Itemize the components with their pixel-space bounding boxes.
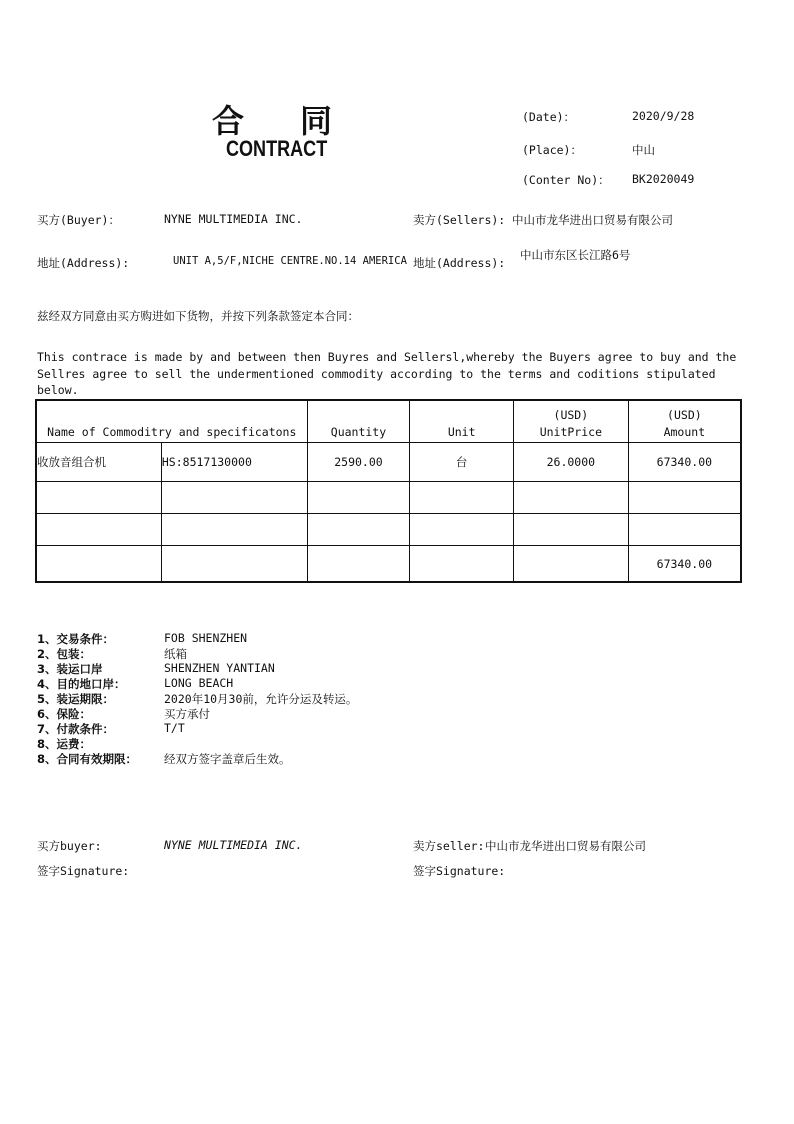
cell-amount: 67340.00 [628,443,741,482]
table-total-row [36,546,741,583]
signature-buyer-label: 买方buyer: [37,839,102,853]
term-label: 4、目的地口岸： [37,677,126,691]
header-unit: Unit [410,400,514,443]
term-value: T/T [164,721,185,735]
table-row-empty [36,514,741,546]
term-value: LONG BEACH [164,676,234,690]
term-label: 8、合同有效期限： [37,752,138,766]
seller-signature-label: 签字Signature: [413,864,506,878]
table-header-row [36,400,741,443]
term-label: 7、付款条件： [37,722,115,736]
header-amount [628,400,741,443]
place-value: 中山 [632,143,655,157]
header-quantity: Quantity [307,400,410,443]
term-value: 纸箱 [164,647,187,661]
amount-label: Amount [663,425,706,439]
date-value: 2020/9/28 [632,109,695,123]
buyer-address: UNIT A,5/F,NICHE CENTRE.NO.14 AMERICA [173,255,407,267]
intro-english-line-3: below. [37,383,79,397]
place-label: (Place)： [522,143,582,157]
term-value: 经双方签字盖章后生效。 [164,752,291,766]
cell-commodity-spec: HS:8517130000 [161,443,307,482]
cell-unit-price: 26.0000 [513,443,628,482]
intro-english-line-2: Sellres agree to sell the undermentioned commodity according to the terms and coditions stipulated [37,367,716,381]
table-row-empty [36,482,741,514]
term-value: 买方承付 [164,707,210,721]
table-row [36,443,741,482]
term-label: 8、运费： [37,737,92,751]
term-value: FOB SHENZHEN [164,631,248,645]
unit-price-label: UnitPrice [539,425,602,439]
cell-commodity-name: 收放音组合机 [36,443,161,482]
contract-title-chinese: 合同 [212,102,389,140]
term-value: 2020年10月30前，允许分运及转运。 [164,692,358,706]
buyer-name: NYNE MULTIMEDIA INC. [164,212,303,226]
term-label: 3、装运口岸 [37,662,103,676]
term-label: 5、装运期限： [37,692,115,706]
signature-seller-name: 中山市龙华进出口贸易有限公司 [485,839,646,853]
term-label: 6、保险： [37,707,92,721]
seller-label: 卖方(Sellers): [413,213,506,227]
cell-unit: 台 [410,443,514,482]
goods-table [35,399,742,583]
amount-currency: (USD) [667,408,702,422]
buyer-signature-label: 签字Signature: [37,864,130,878]
date-label: (Date)： [522,110,576,124]
header-name: Name of Commoditry and specificatons [36,400,307,443]
unit-price-currency: (USD) [553,408,589,422]
buyer-label: 买方(Buyer)： [37,213,120,227]
intro-chinese: 兹经双方同意由买方购进如下货物，并按下列条款签定本合同： [37,309,359,323]
cell-quantity: 2590.00 [307,443,410,482]
seller-address-label: 地址(Address): [413,256,506,270]
signature-buyer-name: NYNE MULTIMEDIA INC. [164,838,303,852]
intro-english-line-1: This contrace is made by and between then Buyres and Sellersl,whereby the Buyers agree to buy and the [37,350,737,364]
contract-no-label: (Conter No)： [522,173,610,187]
contract-no-value: BK2020049 [632,172,695,186]
seller-address: 中山市东区长江路6号 [520,248,631,262]
term-label: 1、交易条件： [37,632,115,646]
term-label: 2、包装： [37,647,92,661]
contract-title-english: CONTRACT [226,136,328,161]
term-value: SHENZHEN YANTIAN [164,661,275,675]
buyer-address-label: 地址(Address): [37,256,130,270]
cell-total-amount: 67340.00 [628,546,741,583]
header-unit-price [513,400,628,443]
signature-seller-label: 卖方seller: [413,839,485,853]
seller-name: 中山市龙华进出口贸易有限公司 [512,213,673,227]
